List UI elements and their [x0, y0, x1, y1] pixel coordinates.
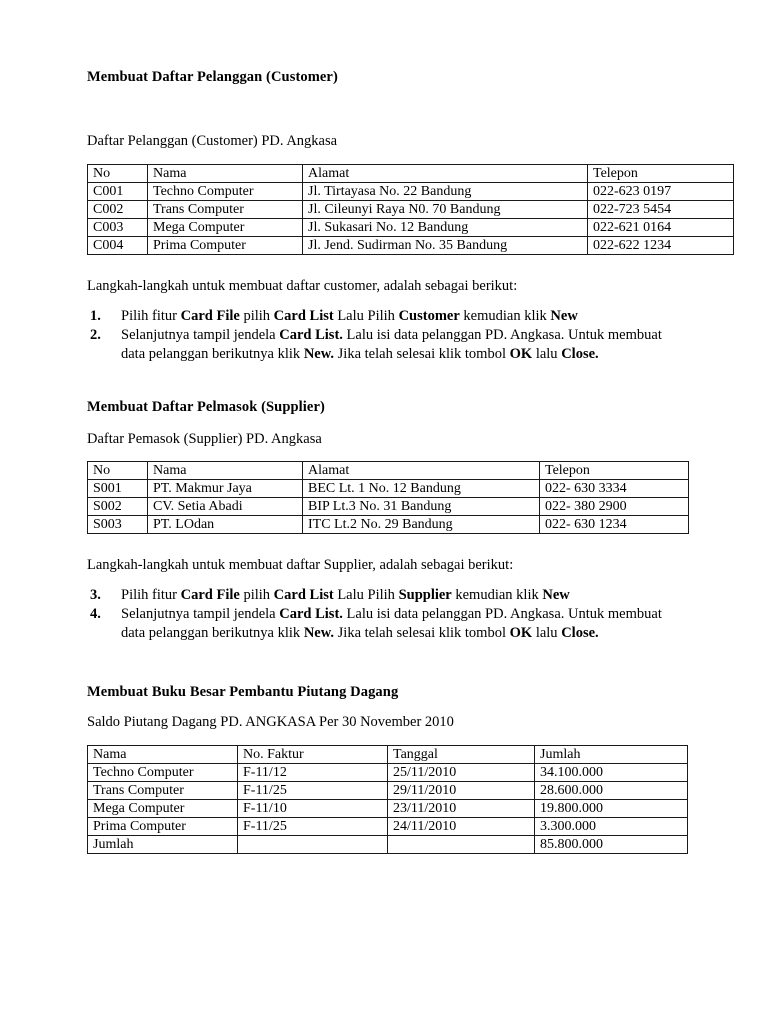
- table-cell: CV. Setia Abadi: [148, 498, 303, 516]
- table-cell: PT. Makmur Jaya: [148, 480, 303, 498]
- spacer: [87, 701, 737, 713]
- step-run: kemudian klik: [451, 587, 543, 603]
- table-header-cell: Telepon: [540, 462, 689, 480]
- section-heading-ledger: Membuat Buku Besar Pembantu Piutang Dagang: [87, 684, 399, 700]
- spacer: [87, 364, 737, 398]
- spacer: [87, 574, 737, 586]
- table-cell: 34.100.000: [535, 764, 688, 782]
- table-cell: 29/11/2010: [388, 782, 535, 800]
- table-cell: 022-623 0197: [588, 183, 734, 201]
- table-cell: 3.300.000: [535, 818, 688, 836]
- spacer: [87, 255, 737, 277]
- table-cell: S002: [88, 498, 148, 516]
- step-emphasis: Card List: [273, 587, 334, 603]
- table-cell: Prima Computer: [88, 818, 238, 836]
- step-emphasis: New.: [303, 346, 335, 362]
- table-cell: Jl. Sukasari No. 12 Bandung: [303, 219, 588, 237]
- table-header-cell: Tanggal: [388, 746, 535, 764]
- step-run: Pilih fitur: [121, 308, 181, 324]
- table-cell: S001: [88, 480, 148, 498]
- table-cell: S003: [88, 516, 148, 534]
- table-header-cell: Alamat: [303, 165, 588, 183]
- step-number: 2.: [90, 327, 101, 343]
- step-run: Lalu Pilih: [333, 308, 399, 324]
- step-text: [121, 586, 681, 605]
- table-cell: Jl. Tirtayasa No. 22 Bandung: [303, 183, 588, 201]
- step-emphasis: Card List.: [279, 606, 343, 622]
- table-cell: 23/11/2010: [388, 800, 535, 818]
- table-header-cell: Nama: [88, 746, 238, 764]
- table-header-cell: No. Faktur: [238, 746, 388, 764]
- step-emphasis: Close.: [561, 625, 599, 641]
- table-header-row: [88, 165, 734, 183]
- table-header-cell: No: [88, 165, 148, 183]
- step-emphasis: New: [542, 587, 570, 603]
- table-row: [88, 818, 688, 836]
- spacer: [87, 448, 737, 461]
- step-text: [121, 605, 681, 643]
- table-row: [88, 480, 689, 498]
- step-emphasis: OK: [509, 625, 533, 641]
- step-emphasis: New.: [303, 625, 335, 641]
- step-item: [90, 605, 737, 643]
- customer-table-body: [88, 165, 734, 255]
- lead-customer-steps: Langkah-langkah untuk membuat daftar customer, adalah sebagai berikut:: [87, 278, 518, 294]
- step-run: lalu: [532, 346, 562, 362]
- spacer: [87, 643, 737, 683]
- table-cell: C003: [88, 219, 148, 237]
- step-emphasis: New: [550, 308, 578, 324]
- table-cell: Trans Computer: [88, 782, 238, 800]
- table-cell: F-11/10: [238, 800, 388, 818]
- table-cell: 022-723 5454: [588, 201, 734, 219]
- spacer: [87, 295, 737, 307]
- table-cell: Mega Computer: [148, 219, 303, 237]
- table-row: [88, 764, 688, 782]
- table-row: [88, 201, 734, 219]
- step-run: Lalu Pilih: [333, 587, 399, 603]
- subtitle-ledger-balance: Saldo Piutang Dagang PD. ANGKASA Per 30 November 2010: [87, 714, 454, 730]
- customer-table: [87, 164, 734, 255]
- table-cell: 022-621 0164: [588, 219, 734, 237]
- table-cell: F-11/25: [238, 782, 388, 800]
- table-row: [88, 836, 688, 854]
- subtitle-customer-list: Daftar Pelanggan (Customer) PD. Angkasa: [87, 133, 338, 149]
- table-header-cell: Jumlah: [535, 746, 688, 764]
- step-run: pilih: [239, 587, 274, 603]
- table-cell: 28.600.000: [535, 782, 688, 800]
- table-cell: BEC Lt. 1 No. 12 Bandung: [303, 480, 540, 498]
- table-cell: C001: [88, 183, 148, 201]
- step-emphasis: Card List.: [279, 327, 343, 343]
- table-cell: Jl. Jend. Sudirman No. 35 Bandung: [303, 237, 588, 255]
- step-emphasis: Close.: [561, 346, 599, 362]
- step-number: 1.: [90, 308, 101, 324]
- spacer: [87, 86, 737, 132]
- table-row: [88, 516, 689, 534]
- step-number: 3.: [90, 587, 101, 603]
- spacer: [87, 731, 737, 745]
- step-run: Pilih fitur: [121, 587, 181, 603]
- table-cell: C002: [88, 201, 148, 219]
- table-cell: Techno Computer: [148, 183, 303, 201]
- table-cell: F-11/25: [238, 818, 388, 836]
- step-item: [90, 307, 737, 326]
- step-item: [90, 586, 737, 605]
- table-cell: 022-622 1234: [588, 237, 734, 255]
- table-header-row: [88, 462, 689, 480]
- step-emphasis: Supplier: [398, 587, 452, 603]
- customer-steps-list: [87, 307, 737, 364]
- step-run: Lalu isi data pelanggan PD. Angkasa. Untuk membuat data pelanggan berikutnya klik: [121, 606, 662, 641]
- table-cell: Techno Computer: [88, 764, 238, 782]
- subtitle-supplier-list: Daftar Pemasok (Supplier) PD. Angkasa: [87, 431, 322, 447]
- step-run: Jika telah selesai klik tombol: [334, 346, 510, 362]
- table-row: [88, 237, 734, 255]
- step-run: pilih: [239, 308, 274, 324]
- step-text: [121, 307, 681, 326]
- table-cell: 25/11/2010: [388, 764, 535, 782]
- table-cell: 022- 630 3334: [540, 480, 689, 498]
- table-cell: C004: [88, 237, 148, 255]
- step-run: Jika telah selesai klik tombol: [334, 625, 510, 641]
- section-heading-supplier: Membuat Daftar Pelmasok (Supplier): [87, 399, 325, 415]
- table-cell: Mega Computer: [88, 800, 238, 818]
- table-cell: [238, 836, 388, 854]
- step-emphasis: Card File: [180, 587, 240, 603]
- spacer: [87, 416, 737, 430]
- table-header-cell: Nama: [148, 462, 303, 480]
- step-text: [121, 326, 681, 364]
- table-row: [88, 183, 734, 201]
- table-cell: PT. LOdan: [148, 516, 303, 534]
- table-row: [88, 800, 688, 818]
- ledger-table: [87, 745, 688, 854]
- table-row: [88, 498, 689, 516]
- supplier-table: [87, 461, 689, 534]
- table-cell: [388, 836, 535, 854]
- table-row: [88, 782, 688, 800]
- table-row: [88, 219, 734, 237]
- table-cell: BIP Lt.3 No. 31 Bandung: [303, 498, 540, 516]
- step-emphasis: Customer: [398, 308, 460, 324]
- ledger-table-body: [88, 746, 688, 854]
- table-cell: ITC Lt.2 No. 29 Bandung: [303, 516, 540, 534]
- table-cell: 022- 380 2900: [540, 498, 689, 516]
- table-header-cell: No: [88, 462, 148, 480]
- spacer: [87, 150, 737, 164]
- supplier-table-body: [88, 462, 689, 534]
- step-run: Selanjutnya tampil jendela: [121, 606, 280, 622]
- table-cell: 022- 630 1234: [540, 516, 689, 534]
- document-body: [87, 68, 737, 854]
- table-cell: 85.800.000: [535, 836, 688, 854]
- table-cell: F-11/12: [238, 764, 388, 782]
- supplier-steps-list: [87, 586, 737, 643]
- step-emphasis: Card File: [180, 308, 240, 324]
- table-cell: Trans Computer: [148, 201, 303, 219]
- step-number: 4.: [90, 606, 101, 622]
- step-run: Selanjutnya tampil jendela: [121, 327, 280, 343]
- lead-supplier-steps: Langkah-langkah untuk membuat daftar Supplier, adalah sebagai berikut:: [87, 557, 514, 573]
- step-emphasis: Card List: [273, 308, 334, 324]
- step-item: [90, 326, 737, 364]
- table-cell: Jumlah: [88, 836, 238, 854]
- spacer: [87, 534, 737, 556]
- table-cell: Jl. Cileunyi Raya N0. 70 Bandung: [303, 201, 588, 219]
- table-cell: Prima Computer: [148, 237, 303, 255]
- step-run: lalu: [532, 625, 562, 641]
- table-cell: 19.800.000: [535, 800, 688, 818]
- step-run: Lalu isi data pelanggan PD. Angkasa. Untuk membuat data pelanggan berikutnya klik: [121, 327, 662, 362]
- table-header-cell: Nama: [148, 165, 303, 183]
- step-emphasis: OK: [509, 346, 533, 362]
- section-heading-customer: Membuat Daftar Pelanggan (Customer): [87, 69, 338, 85]
- table-header-cell: Alamat: [303, 462, 540, 480]
- step-run: kemudian klik: [459, 308, 551, 324]
- table-header-cell: Telepon: [588, 165, 734, 183]
- table-header-row: [88, 746, 688, 764]
- table-cell: 24/11/2010: [388, 818, 535, 836]
